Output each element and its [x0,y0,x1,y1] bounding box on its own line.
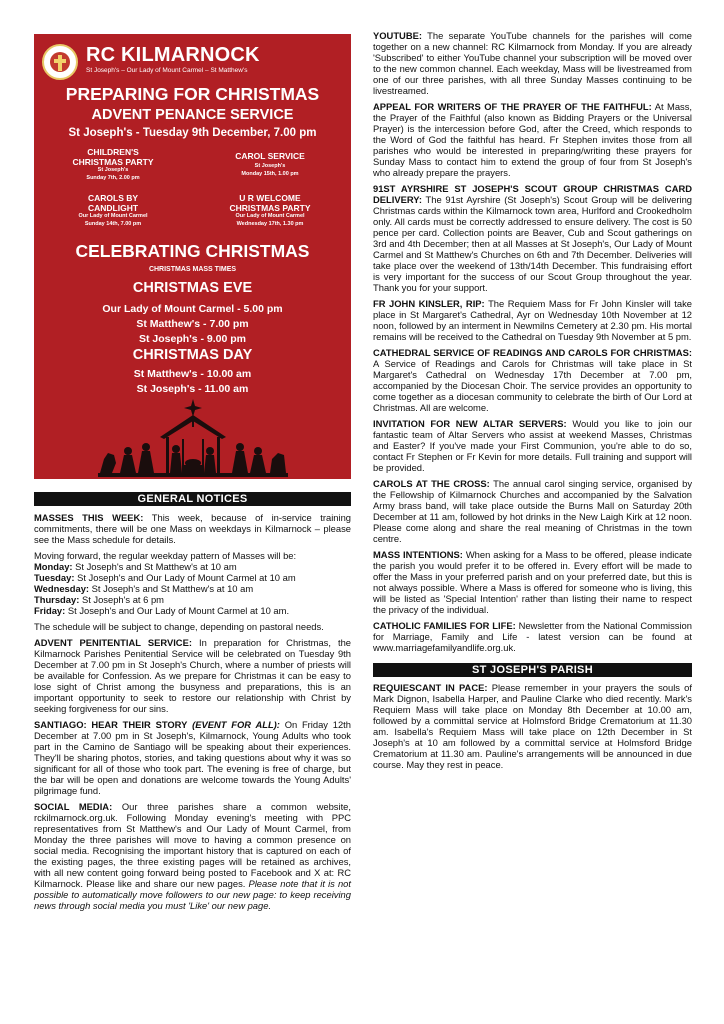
event-title: CHILDREN'S [87,147,139,157]
brand-subtitle: St Joseph's – Our Lady of Mount Carmel – St Matthew's [86,67,248,74]
notice-title: FR JOHN KINSLER, RIP: [373,298,485,309]
notice-title: CATHEDRAL SERVICE OF READINGS AND CAROLS FOR CHRISTMAS: [373,347,692,358]
altar-servers-notice [373,418,692,473]
event-childrens-party [38,147,188,182]
mass-times-heading: CHRISTMAS MASS TIMES [148,266,237,273]
schedule-row: Friday: St Joseph's and Our Lady of Mount Carmel at 10 am. [34,605,290,616]
event-time: Sunday 7th, 2.00 pm [86,174,140,181]
mass-time: St Joseph's - 9.00 pm [139,333,246,345]
celebrating-heading: CELEBRATING CHRISTMAS [75,241,310,261]
masses-this-week [34,512,351,545]
notice-text: The annual carol singing service, organised by the Fellowship of Kilmarnock Churches and accompanied by the Salvation Army brass band, will take place outside the Burns Mall on Saturday 20th December at 11 am, followed by hot drinks in the New Laigh Kirk at 12 noon. Please come along and share the real meaning of Christmas in the town centre. [373,478,693,544]
event-carols-by-candlight [38,193,188,228]
notice-title: YOUTUBE: [373,30,422,41]
notice-note: Please note that it is not possible to automatically move followers to our new page: to keep receiving news through social media you must 'Like' our new page. [34,878,351,911]
notice-title: ADVENT PENITENTIAL SERVICE: [34,637,192,648]
notice-title: 91ST AYRSHIRE ST JOSEPH'S SCOUT GROUP CHRISTMAS CARD DELIVERY: [373,183,692,205]
event-venue: St Joseph's [254,163,286,169]
notice-text: A Service of Readings and Carols for Christmas will take place in St Margaret's Cathedral on Wednesday 17th December at 7.00 pm, accompanied by the Diocesan Choir. The service provides an opportunity to come together as a diocesan community to celebrate the birth of Our Lord at Christmas. All are welcome. [373,358,692,413]
schedule-row: Tuesday: St Joseph's and Our Lady of Mount Carmel at 10 am [34,572,296,583]
notice-text: In preparation for Christmas, the Kilmarnock Parishes Penitential Service will be celebrated on Tuesday 9th December at 7.00 pm in St Joseph's Church, where a number of priests will be available for Confession. As we prepare for Christmas it can be easy to lose sight of Christ among the busyness and preparations, this is an important opportunity to seek to restore our relationship with Christ by seeking forgiveness for our sins. [34,637,352,714]
youtube-notice [373,30,692,96]
notice-text: On Friday 12th December at 7.00 pm in St Joseph's, Kilmarnock, Young Adults who took part in the Camino de Santiago will be speaking about their experiences. They'll be sharing photos, stories, and taking questions about why it was so significant for all of those who took part. The evening is free of charge, but the bar will be open and donations are welcome towards the Young Adults' pilgrimage fund. [34,719,352,796]
schedule-row: Monday: St Joseph's and St Matthew's at 10 am [34,561,237,572]
notice-title: CATHOLIC FAMILIES FOR LIFE: [373,620,516,631]
santiago-notice [34,719,351,796]
notice-text: Our three parishes share a common website, rckilmarnock.org.uk. Following Monday evening's meeting with PPC representatives from St Matthew's and Our Lady of Mount Carmel, from Monday the three parishes will move to having a common presence on social media. Recognising the important history that is captured on each of the existing pages, the three existing pages will be retained as archives, with all new content going forward being posted to Facebook and X at: RC Kilmarnock. Please like and share our new pages. [34,801,351,889]
notice-text: The Requiem Mass for Fr John Kinsler will take place in St Margaret's Cathedral, Ayr on Wednesday 10th November at 12 noon, followed by an interment in Newmilns Cemetery at 2.30 pm. His mortal remains will be received to the Cathedral on Tuesday 9th November at 5 pm. [373,298,692,342]
cathedral-notice [373,347,692,413]
notice-title: SANTIAGO: HEAR THEIR STORY [34,719,188,730]
general-notices [34,512,351,911]
penance-heading: ADVENT PENANCE SERVICE [91,107,294,123]
mass-time: St Matthew's - 7.00 pm [136,318,249,330]
notice-title: SOCIAL MEDIA: [34,801,113,812]
event-title: CAROLS BY [87,193,139,203]
notice-text: Newsletter from the National Commission for Marriage, Family and Life - latest version can be found at www.marriagefamilyandlife.org.uk. [373,620,692,653]
weekday-schedule [34,561,351,616]
brand-name: RC KILMARNOCK [86,44,260,66]
notice-text: At Mass, the Prayer of the Faithful (also known as Bidding Prayers or the Universal Prayer) is the intercession before God, after the Creed, which responds to the Word of God the faithful has heard. Fr Stephen invites those from all parishes who would be interested in preparing/writing these prayers for Sunday Mass to contact him to extend the group of four from St Joseph's who already prepare the prayers. [373,101,693,178]
social-media-notice [34,801,351,911]
notice-title: CAROLS AT THE CROSS: [373,478,490,489]
catholic-families-notice [373,620,692,653]
notice-title: REQUIESCANT IN PACE: [373,682,488,693]
mass-time: St Joseph's - 11.00 am [136,383,249,395]
event-title: CAROL SERVICE [235,151,305,161]
poster-title: PREPARING FOR CHRISTMAS [65,84,320,104]
christmas-day-times [34,367,351,397]
christmas-eve-heading: CHRISTMAS EVE [132,280,253,296]
notice-title: APPEAL FOR WRITERS OF THE PRAYER OF THE FAITHFUL: [373,101,652,112]
carols-at-cross-notice [373,478,692,544]
mass-time: St Matthew's - 10.00 am [133,368,252,380]
notice-text: The 91st Ayrshire (St Joseph's) Scout Group will be delivering Christmas cards within the Kilmarnock town area, Hurlford and Crookedholm only. All cards must be correctly addressed to ensure delivery. The cost is 50 pence per card. Collection points are Beaver, Cub and Scout gatherings on 3rd and 4th December; then at all Masses at St Joseph's, Our Lady of Mount Carmel and St Matthew's Churches on 6th and 7th December. Deliveries will take place over the weekend of 13th/14th December. This fundraising effort is very important for the success of our Scout Group throughout the year. Thank you for your support. [373,194,692,293]
christmas-eve-times [34,302,351,347]
pattern-intro: Moving forward, the regular weekday pattern of Masses will be: [34,550,297,561]
event-carol-service [195,151,345,178]
event-title: CANDLIGHT [87,203,139,213]
parish-logo [42,44,78,80]
advent-penitential-service [34,637,351,714]
event-title: CHRISTMAS PARTY [72,157,154,167]
christmas-poster [34,34,351,479]
general-notices-heading: GENERAL NOTICES [34,492,351,506]
notice-tag: (EVENT FOR ALL): [192,719,280,730]
penance-detail: St Joseph's - Tuesday 9th December, 7.00 pm [68,127,317,139]
event-venue: St Joseph's [97,167,129,173]
mass-time: Our Lady of Mount Carmel - 5.00 pm [102,303,283,315]
event-time: Sunday 14th, 7.00 pm [84,220,142,227]
notice-title: INVITATION FOR NEW ALTAR SERVERS: [373,418,567,429]
event-venue: Our Lady of Mount Carmel [78,213,148,219]
mass-intentions-notice [373,549,692,615]
event-time: Wednesday 17th, 1.30 pm [236,220,304,227]
event-ur-welcome [195,193,345,228]
notice-title: MASSES THIS WEEK: [34,512,144,523]
scout-notice [373,183,692,293]
st-josephs-parish-heading: ST JOSEPH'S PARISH [373,663,692,677]
schedule-row: Thursday: St Joseph's at 6 pm [34,594,164,605]
nativity-silhouette [98,397,288,479]
event-time: Monday 15th, 1.00 pm [241,170,299,177]
notice-text: Would you like to join our fantastic team of Altar Servers who assist at weekend Masses, Christmas and Easter? If you've made your First Communion, you're able to do so, contact Fr Stephen or Fr Kevin for more details. Full training and support will be provided. [373,418,693,473]
schedule-note: The schedule will be subject to change, depending on pastoral needs. [34,621,324,632]
right-column [373,30,692,775]
event-title: CHRISTMAS PARTY [229,203,311,213]
notice-text: When asking for a Mass to be offered, please indicate the parish you would prefer it to be offered in. Every effort will be made to offer the Mass in your preferred parish and on your preferred date, but this is not always possible. Where a Mass is offered for someone who is living, this will be listed as 'Special Intention' rather than listing their name to respect the privacy of the individual. [373,549,692,615]
notice-text: The separate YouTube channels for the parishes will come together on a new channel: RC Kilmarnock from Monday. If you are already 'Subscribed' to either YouTube channel your subscription will be moved over to the new common channel. Each weekday, Mass will be livestreamed from one of our three parishes, with all three Sunday Masses continuing to be livestreamed. [373,30,692,96]
notice-text: Please remember in your prayers the souls of Mark Dignon, Isabella Harper, and Pauline Clarke who died recently. Mark's Requiem Mass will take place on Monday 8th December at 10.00 am, followed by a committal service at Holmsford Bridge Crematorium at 11.30 am. Isabella's Requiem Mass will take place on 12th December in St Joseph's at 10 am followed by a committal service at Holmsford Bridge Crematorium at 11.30 am. Pauline's arrangements will be announced in due course. May they rest in peace. [373,682,692,770]
event-title: U R WELCOME [239,193,301,203]
rip-notice [373,298,692,342]
schedule-row: Wednesday: St Joseph's and St Matthew's at 10 am [34,583,254,594]
event-venue: Our Lady of Mount Carmel [235,213,305,219]
appeal-notice [373,101,692,178]
notice-title: MASS INTENTIONS: [373,549,463,560]
requiescant-notice [373,682,692,770]
notice-text: This week, because of in-service training commitments, there will be one Mass on weekdays in Kilmarnock – please see the Mass schedule for details. [34,512,352,545]
left-column [34,34,351,916]
christmas-day-heading: CHRISTMAS DAY [132,347,253,363]
